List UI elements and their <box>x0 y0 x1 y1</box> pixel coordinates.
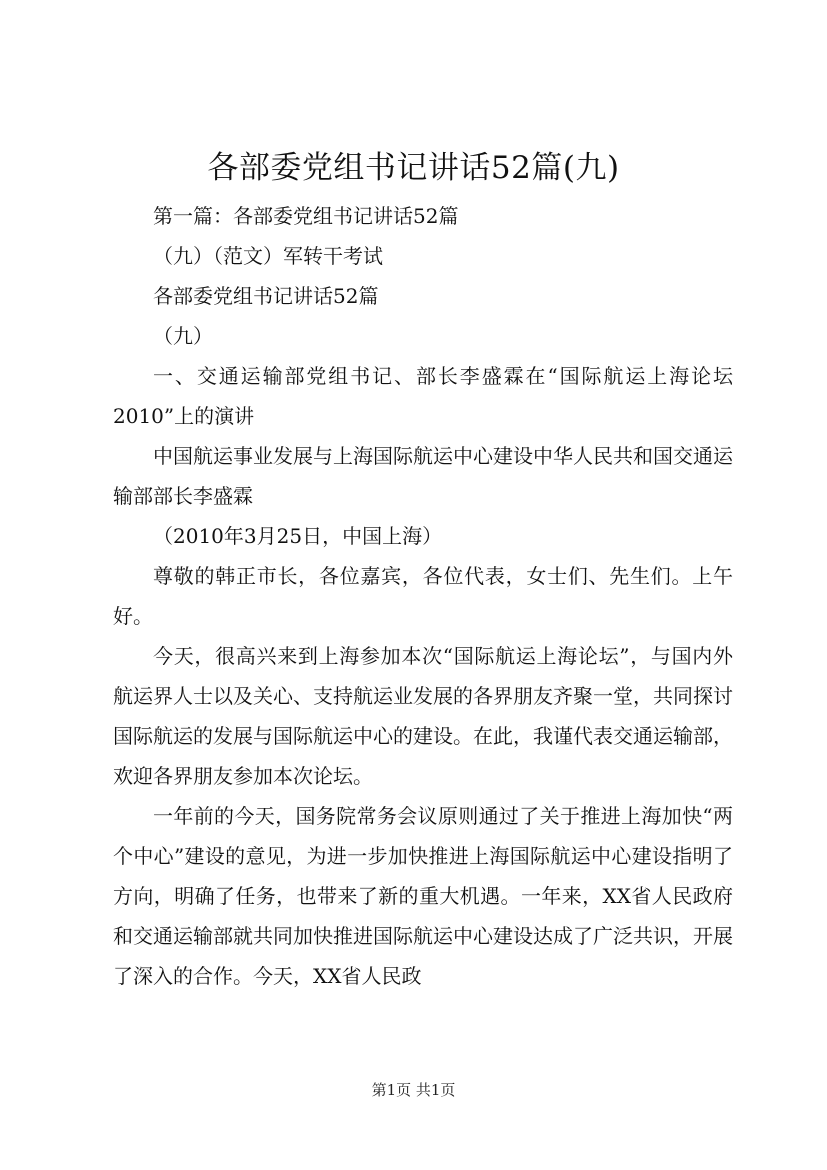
document-title: 各部委党组书记讲话52篇(九) <box>207 150 620 186</box>
paragraph-6: 中国航运事业发展与上海国际航运中心建设中华人民共和国交通运输部部长李盛霖 <box>113 444 733 508</box>
paragraph-10: 一年前的今天，国务院常务会议原则通过了关于推进上海加快“两个中心”建设的意见，为进一步加快推进上海国际航运中心建设指明了方向，明确了任务，也带来了新的重大机遇。一年来，XX省人民政府和交通运输部就共同加快推进国际航运中心建设达成了广泛共识，开展了深入的合作。今天，XX省人民政 <box>113 804 733 988</box>
paragraph-8: 尊敬的韩正市长，各位嘉宾，各位代表，女士们、先生们。上午好。 <box>113 564 733 628</box>
paragraph-5: 一、交通运输部党组书记、部长李盛霖在“国际航运上海论坛2010”上的演讲 <box>113 364 733 428</box>
paragraph-2: （九）（范文）军转干考试 <box>153 244 383 268</box>
paragraph-3: 各部委党组书记讲话52篇 <box>153 284 379 308</box>
paragraph-9: 今天，很高兴来到上海参加本次“国际航运上海论坛”，与国内外航运界人士以及关心、支持航运业发展的各界朋友齐聚一堂，共同探讨国际航运的发展与国际航运中心的建设。在此，我谨代表交通运输部，欢迎各界朋友参加本次论坛。 <box>113 644 733 788</box>
paragraph-1: 第一篇：各部委党组书记讲话52篇 <box>153 204 459 228</box>
document-body <box>113 196 733 996</box>
page-number-footer: 第1页 共1页 <box>371 1081 456 1099</box>
paragraph-4: （九） <box>153 324 213 348</box>
paragraph-7: （2010年3月25日，中国上海） <box>153 524 443 548</box>
